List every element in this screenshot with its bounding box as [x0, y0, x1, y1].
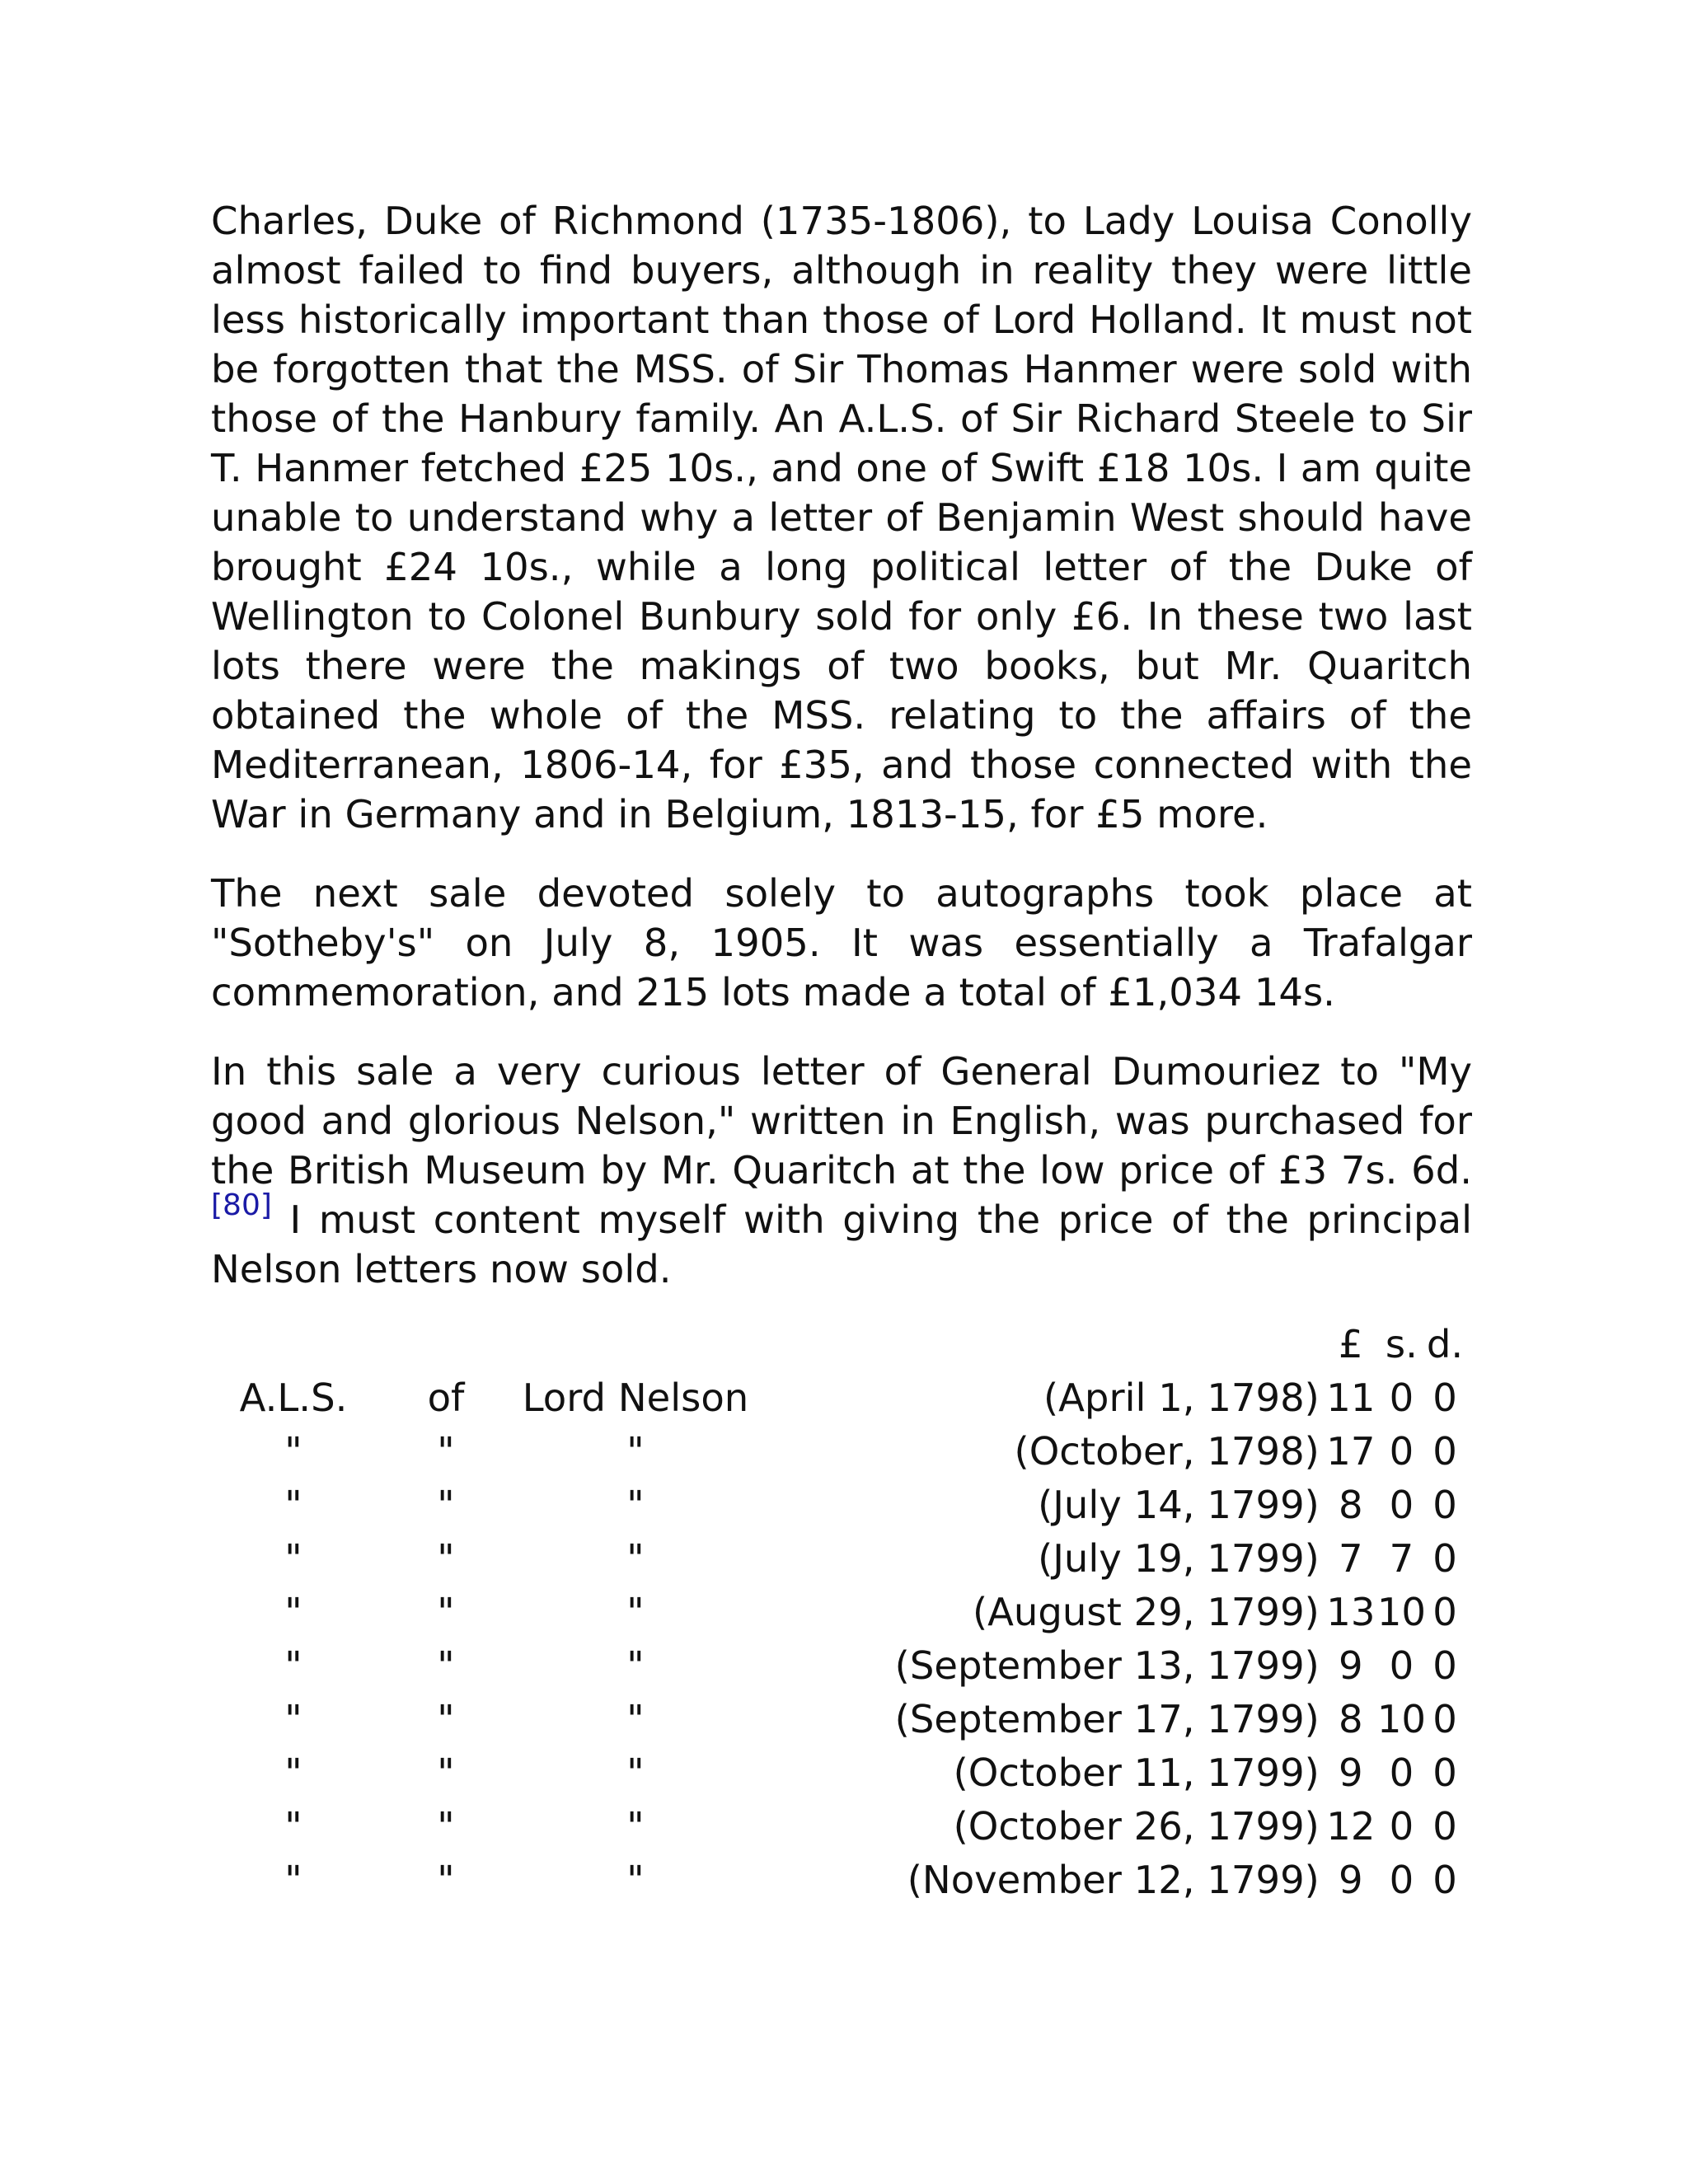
cell-pence: 0 [1432, 1804, 1457, 1849]
cell-pence: 0 [1432, 1697, 1457, 1741]
cell-author: " [626, 1697, 645, 1741]
footnote-ref [211, 1188, 272, 1222]
cell-date: (September 17, 1799) [894, 1697, 1320, 1741]
cell-document-type: " [284, 1858, 302, 1902]
paragraph-richmond: Charles, Duke of Richmond (1735-1806), to Lady Louisa Conolly almost failed to find buyers, although in reality they were little less historically important than those of Lord Holland. It must not be forgotten that the MSS. of Sir Thomas Hanmer were sold with those of the Hanbury family. An A.L.S. of Sir Richard Steele to Sir T. Hanmer fetched £25 10s., and one of Swift £18 10s. I am quite unable to understand why a letter of Benjamin West should have brought £24 10s., while a long political letter of the Duke of Wellington to Colonel Bunbury sold for only £6. In these two last lots there were the makings of two books, but Mr. Quaritch obtained the whole of the MSS. relating to the affairs of the Mediterranean, 1806-14, for £35, and those connected with the War in Germany and in Belgium, 1813-15, for £5 more. [211, 199, 1472, 837]
cell-date: (July 19, 1799) [1038, 1536, 1320, 1581]
cell-pence: 0 [1432, 1858, 1457, 1902]
cell-pounds: 7 [1339, 1536, 1363, 1581]
cell-date: (October, 1798) [1014, 1429, 1320, 1474]
cell-pounds: 12 [1326, 1804, 1376, 1849]
cell-date: (October 11, 1799) [953, 1750, 1320, 1795]
cell-pence: 0 [1432, 1536, 1457, 1581]
currency-header-row [211, 1317, 1464, 1371]
table-row [211, 1800, 1464, 1854]
table-row [211, 1479, 1464, 1532]
table-row [211, 1639, 1464, 1693]
cell-author: " [626, 1429, 645, 1474]
cell-of: " [437, 1643, 455, 1688]
cell-date: (August 29, 1799) [972, 1590, 1320, 1634]
cell-document-type: " [284, 1750, 302, 1795]
cell-document-type: " [284, 1590, 302, 1634]
cell-pounds: 13 [1326, 1590, 1376, 1634]
table-row [211, 1586, 1464, 1639]
cell-document-type: " [284, 1536, 302, 1581]
shillings-header: s. [1385, 1321, 1418, 1366]
cell-date: (November 12, 1799) [907, 1858, 1320, 1902]
cell-author: " [626, 1643, 645, 1688]
cell-date: (October 26, 1799) [953, 1804, 1320, 1849]
cell-of: " [437, 1536, 455, 1581]
cell-author: Lord Nelson [522, 1376, 749, 1420]
cell-document-type: A.L.S. [239, 1376, 348, 1420]
cell-author: " [626, 1536, 645, 1581]
nelson-letters-price-table [211, 1317, 1464, 1907]
cell-shillings: 0 [1389, 1804, 1414, 1849]
cell-of: " [437, 1750, 455, 1795]
cell-pounds: 9 [1339, 1643, 1363, 1688]
paragraph-dumouriez [211, 1047, 1472, 1294]
cell-pence: 0 [1432, 1590, 1457, 1634]
table-row [211, 1854, 1464, 1907]
cell-date: (July 14, 1799) [1038, 1483, 1320, 1527]
cell-of: " [437, 1429, 455, 1474]
cell-of: " [437, 1483, 455, 1527]
paragraph-text: In this sale a very curious letter of General Dumouriez to "My good and glorious Nelson," written in English, was purchased for the British Museum by Mr. Quaritch at the low price of £3 7s. 6d. [211, 1049, 1472, 1193]
cell-of: " [437, 1858, 455, 1902]
cell-pence: 0 [1432, 1643, 1457, 1688]
cell-shillings: 0 [1389, 1643, 1414, 1688]
cell-shillings: 0 [1389, 1750, 1414, 1795]
cell-date: (September 13, 1799) [894, 1643, 1320, 1688]
cell-document-type: " [284, 1483, 302, 1527]
document-body [211, 196, 1472, 1324]
paragraph-text: I must content myself with giving the price of the principal Nelson letters now sold. [211, 1197, 1472, 1291]
cell-author: " [626, 1590, 645, 1634]
cell-pounds: 11 [1326, 1376, 1376, 1420]
cell-pence: 0 [1432, 1376, 1457, 1420]
pence-header: d. [1426, 1321, 1464, 1366]
cell-document-type: " [284, 1697, 302, 1741]
cell-document-type: " [284, 1804, 302, 1849]
cell-of: " [437, 1590, 455, 1634]
cell-pence: 0 [1432, 1429, 1457, 1474]
cell-shillings: 7 [1389, 1536, 1414, 1581]
cell-author: " [626, 1483, 645, 1527]
cell-shillings: 10 [1376, 1697, 1426, 1741]
pounds-header: £ [1339, 1321, 1363, 1366]
cell-pence: 0 [1432, 1483, 1457, 1527]
cell-author: " [626, 1858, 645, 1902]
cell-pounds: 17 [1326, 1429, 1376, 1474]
cell-author: " [626, 1750, 645, 1795]
cell-author: " [626, 1804, 645, 1849]
cell-shillings: 0 [1389, 1858, 1414, 1902]
cell-of: " [437, 1697, 455, 1741]
cell-of: of [427, 1376, 465, 1420]
cell-shillings: 0 [1389, 1483, 1414, 1527]
cell-pence: 0 [1432, 1750, 1457, 1795]
cell-date: (April 1, 1798) [1043, 1376, 1320, 1420]
cell-shillings: 10 [1376, 1590, 1426, 1634]
cell-pounds: 8 [1339, 1483, 1363, 1527]
table-row [211, 1425, 1464, 1479]
cell-pounds: 9 [1339, 1750, 1363, 1795]
cell-shillings: 0 [1389, 1429, 1414, 1474]
cell-document-type: " [284, 1429, 302, 1474]
cell-shillings: 0 [1389, 1376, 1414, 1420]
cell-of: " [437, 1804, 455, 1849]
cell-pounds: 9 [1339, 1858, 1363, 1902]
footnote-link-80[interactable]: [80] [211, 1188, 272, 1222]
cell-document-type: " [284, 1643, 302, 1688]
cell-pounds: 8 [1339, 1697, 1363, 1741]
table-row [211, 1693, 1464, 1746]
table-row [211, 1371, 1464, 1425]
table-row [211, 1532, 1464, 1586]
paragraph-sotheby-sale: The next sale devoted solely to autographs took place at "Sotheby's" on July 8, 1905. It was essentially a Trafalgar commemoration, and 215 lots made a total of £1,034 14s. [211, 871, 1472, 1015]
table-row [211, 1746, 1464, 1800]
